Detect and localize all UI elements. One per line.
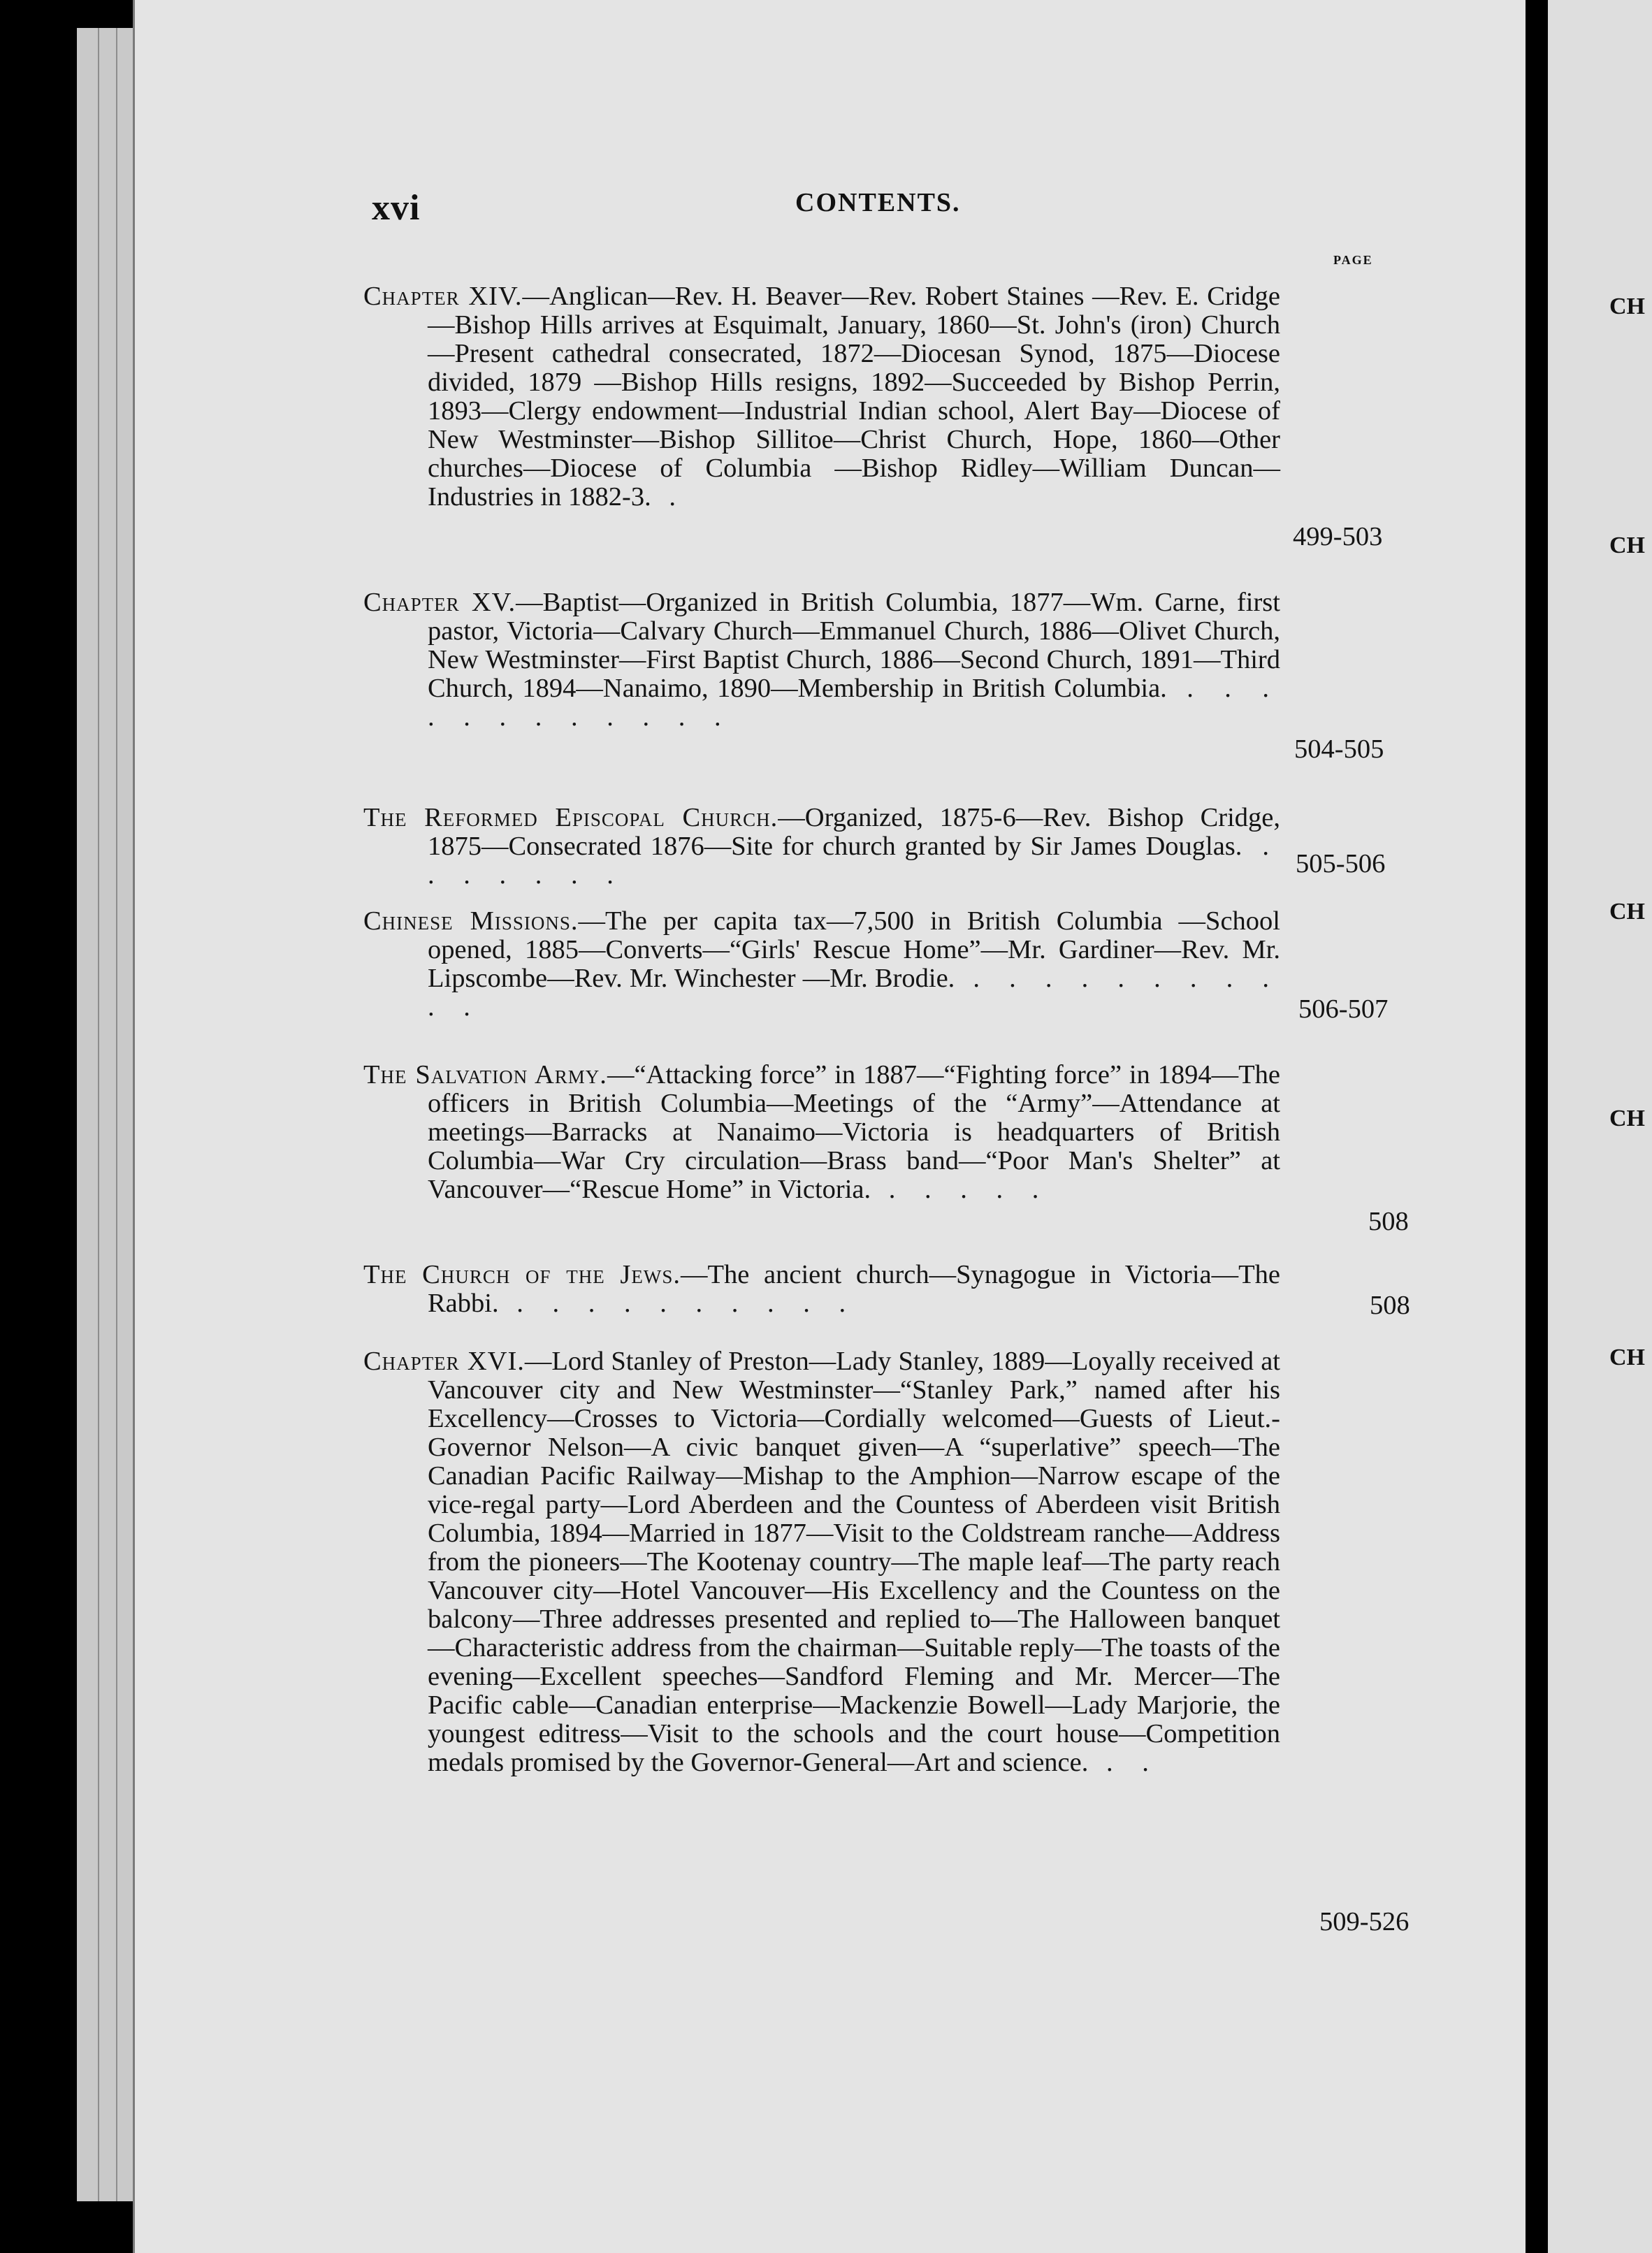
page-column-label: PAGE <box>1333 253 1373 267</box>
toc-entry <box>363 1261 1280 1318</box>
entry-head: Chinese Missions. <box>363 906 579 936</box>
toc-entry <box>363 282 1280 512</box>
facing-page <box>1548 0 1652 2253</box>
entry-page-ref: 505-506 <box>1296 849 1386 878</box>
entry-text: —Lord Stanley of Preston—Lady Stanley, 1889—Loyally received at Vancouver city and New Westminster—“Stanley Park,” named after his Excellency—Crosses to Victoria—Cordially welcomed—Guests of Lieut.-Governor Nelson—A civic banquet given—A “superlative” speech—The Canadian Pacific Railway—Mishap to the Amphion—Narrow escape of the vice-regal party—Lord Aberdeen and the Countess of Aberdeen visit British Columbia, 1894—Married in 1877—Visit to the Coldstream ranche—Address from the pioneers—The Kootenay country—The maple leaf—The party reach Vancouver city—Hotel Vancouver—His Excellency and the Countess on the balcony—Three addresses presented and replied to—The Halloween banquet—Characteristic address from the chairman—Suitable reply—The toasts of the evening—Excellent speeches—Sandford Fleming and Mr. Mercer—The Pacific cable—Canadian enterprise—Mackenzie Bowell—Lady Marjorie, the youngest editress—Visit to the schools and the court house—Competition medals promised by the Governor-General—Art and science. <box>428 1347 1280 1777</box>
entry-page-ref: 506-507 <box>1298 994 1389 1024</box>
entry-page-ref: 509-526 <box>1319 1907 1410 1936</box>
toc-entry <box>363 588 1280 732</box>
entry-text: —“Attacking force” in 1887—“Fighting force” in 1894—The officers in British Columbia—Meetings of the “Army”—Attendance at meetings—Barracks at Nanaimo—Victoria is headquarters of British Columbia—War Cry circulation—Brass band—“Poor Man's Shelter” at Vancouver—“Rescue Home” in Victoria. <box>428 1060 1280 1204</box>
toc-entry <box>363 907 1280 1022</box>
toc-entry <box>363 1347 1280 1777</box>
leader-dots: . . . . . . . <box>428 832 1280 890</box>
facing-page-label: CH <box>1609 1345 1645 1370</box>
entry-text: —The ancient church—Synagogue in Victoria—The Rabbi. <box>428 1260 1280 1318</box>
entry-head: The Reformed Episcopal Church. <box>363 803 778 832</box>
page-edge <box>117 28 134 2201</box>
page-edge <box>77 28 99 2201</box>
entry-head: The Salvation Army. <box>363 1060 607 1089</box>
leader-dots: . . . . . <box>871 1175 1050 1204</box>
leader-dots: . . . . . . . . . . . <box>428 964 1280 1022</box>
leader-dots: . . . . . . . . . . <box>498 1289 857 1318</box>
running-head: CONTENTS. <box>795 188 961 217</box>
entry-head: Chapter XVI. <box>363 1347 525 1376</box>
leader-dots: . . . . . . . . . . . . <box>428 674 1281 732</box>
entry-page-ref: 508 <box>1368 1207 1409 1236</box>
toc-entry <box>363 804 1280 890</box>
entry-text: —Organized, 1875-6—Rev. Bishop Cridge, 1875—Consecrated 1876—Site for church granted by Sir James Douglas. <box>428 803 1280 861</box>
entry-page-ref: 504-505 <box>1294 734 1384 764</box>
entry-head: The Church of the Jews. <box>363 1260 681 1289</box>
entry-text: —The per capita tax—7,500 in British Columbia —School opened, 1885—Converts—“Girls' Rescue Home”—Mr. Gardiner—Rev. Mr. Lipscombe—Rev. Mr. Winchester —Mr. Brodie. <box>428 906 1280 993</box>
page-folio: xvi <box>372 188 421 228</box>
facing-page-label: CH <box>1609 1106 1645 1131</box>
leader-dots: . <box>651 482 687 512</box>
entry-head: Chapter XV. <box>363 588 516 617</box>
entry-page-ref: 508 <box>1370 1291 1410 1320</box>
facing-page-label: CH <box>1609 533 1645 558</box>
entry-head: Chapter XIV. <box>363 282 523 311</box>
toc-entry <box>363 1061 1280 1204</box>
entry-text: —Baptist—Organized in British Columbia, 1877—Wm. Carne, first pastor, Victoria—Calvary Church—Emmanuel Church, 1886—Olivet Church, New Westminster—First Baptist Church, 1886—Second Church, 1891—Third Church, 1894—Nanaimo, 1890—Membership in British Columbia. <box>428 588 1280 703</box>
leader-dots: . . <box>1088 1748 1160 1777</box>
page-edge <box>99 28 117 2201</box>
facing-page-label: CH <box>1609 899 1645 925</box>
facing-page-label: CH <box>1609 294 1645 319</box>
entry-page-ref: 499-503 <box>1293 522 1383 551</box>
entry-text: —Anglican—Rev. H. Beaver—Rev. Robert Staines —Rev. E. Cridge—Bishop Hills arrives at Esquimalt, January, 1860—St. John's (iron) Church—Present cathedral consecrated, 1872—Diocesan Synod, 1875—Diocese divided, 1879 —Bishop Hills resigns, 1892—Succeeded by Bishop Perrin, 1893—Clergy endowment—Industrial Indian school, Alert Bay—Diocese of New Westminster—Bishop Sillitoe—Christ Church, Hope, 1860—Other churches—Diocese of Columbia —Bishop Ridley—William Duncan—Industries in 1882-3. <box>428 282 1281 512</box>
